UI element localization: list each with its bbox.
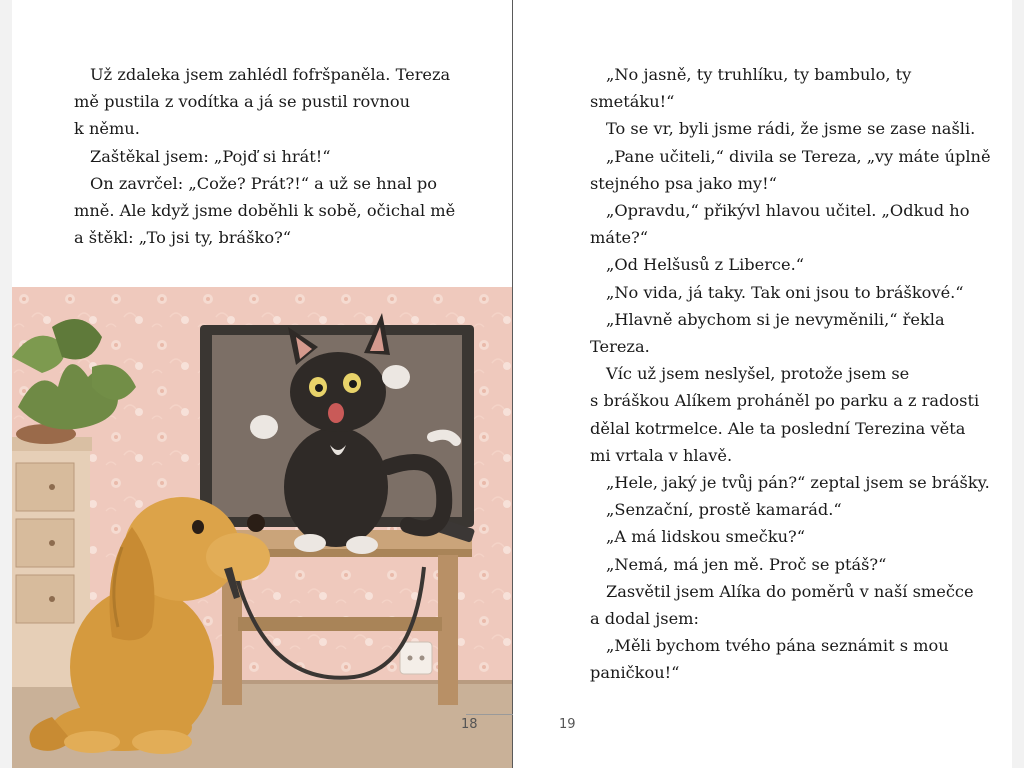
text-line: mě pustila z vodítka a já se pustil rovnou xyxy=(74,92,411,112)
text-line: a štěkl: „To jsi ty, bráško?“ xyxy=(74,228,292,248)
left-page-edge xyxy=(0,0,12,768)
wall-socket-icon xyxy=(400,642,432,674)
text-line: Tereza. xyxy=(590,337,650,357)
text-line: „Hele, jaký je tvůj pán?“ zeptal jsem se brášky. xyxy=(606,473,990,493)
text-line: a dodal jsem: xyxy=(590,609,699,629)
text-line: „A má lidskou smečku?“ xyxy=(606,527,806,547)
kitten-paw xyxy=(250,415,278,439)
text-line: To se vr, byli jsme rádi, že jsme se zase našli. xyxy=(606,119,976,139)
text-line: „Nemá, má jen mě. Proč se ptáš?“ xyxy=(606,554,887,574)
text-line: „Hlavně abychom si je nevyměnili,“ řekla xyxy=(606,309,945,329)
illustration xyxy=(12,287,512,768)
text-line: „No vida, já taky. Tak oni jsou to bráškové.“ xyxy=(606,282,964,302)
text-line: Víc už jsem neslyšel, protože jsem se xyxy=(606,364,910,384)
right-page-edge xyxy=(1012,0,1024,768)
text-line: „Opravdu,“ přikývl hlavou učitel. „Odkud ho xyxy=(606,201,970,221)
text-line: „No jasně, ty truhlíku, ty bambulo, ty xyxy=(606,65,912,84)
text-line: smetáku!“ xyxy=(590,92,675,112)
text-line: paničkou!“ xyxy=(590,663,680,683)
text-line: Zaštěkal jsem: „Pojď si hrát!“ xyxy=(90,146,331,166)
left-page xyxy=(12,0,512,768)
text-line: Zasvětil jsem Alíka do poměrů v naší smečce xyxy=(606,581,974,601)
text-line: s bráškou Alíkem proháněl po parku a z radosti xyxy=(590,391,980,411)
page-number-right: 19 xyxy=(559,717,576,732)
left-page-text xyxy=(74,61,456,251)
text-line: On zavrčel: „Cože? Prát?!“ a už se hnal po xyxy=(90,173,438,193)
text-line: mně. Ale když jsme doběhli k sobě, očichal mě xyxy=(74,201,456,221)
text-line: dělal kotrmelce. Ale ta poslední Terezina věta xyxy=(590,418,966,438)
text-line: Už zdaleka jsem zahlédl fofršpaněla. Tereza xyxy=(90,65,451,84)
text-line: máte?“ xyxy=(590,228,649,248)
text-line: „Od Helšusů z Liberce.“ xyxy=(606,255,804,275)
right-page-text xyxy=(590,61,990,687)
page-number-left: 18 xyxy=(461,717,478,732)
text-line: „Senzační, prostě kamarád.“ xyxy=(606,500,842,520)
text-line: „Pane učiteli,“ divila se Tereza, „vy máte úplně xyxy=(606,146,991,166)
text-line: mi vrtala v hlavě. xyxy=(590,445,733,465)
text-line: stejného psa jako my!“ xyxy=(590,173,777,193)
illustration-image xyxy=(12,287,512,768)
text-line: „Měli bychom tvého pána seznámit s mou xyxy=(606,636,949,656)
text-line: k němu. xyxy=(74,119,140,139)
right-page xyxy=(513,0,1012,768)
